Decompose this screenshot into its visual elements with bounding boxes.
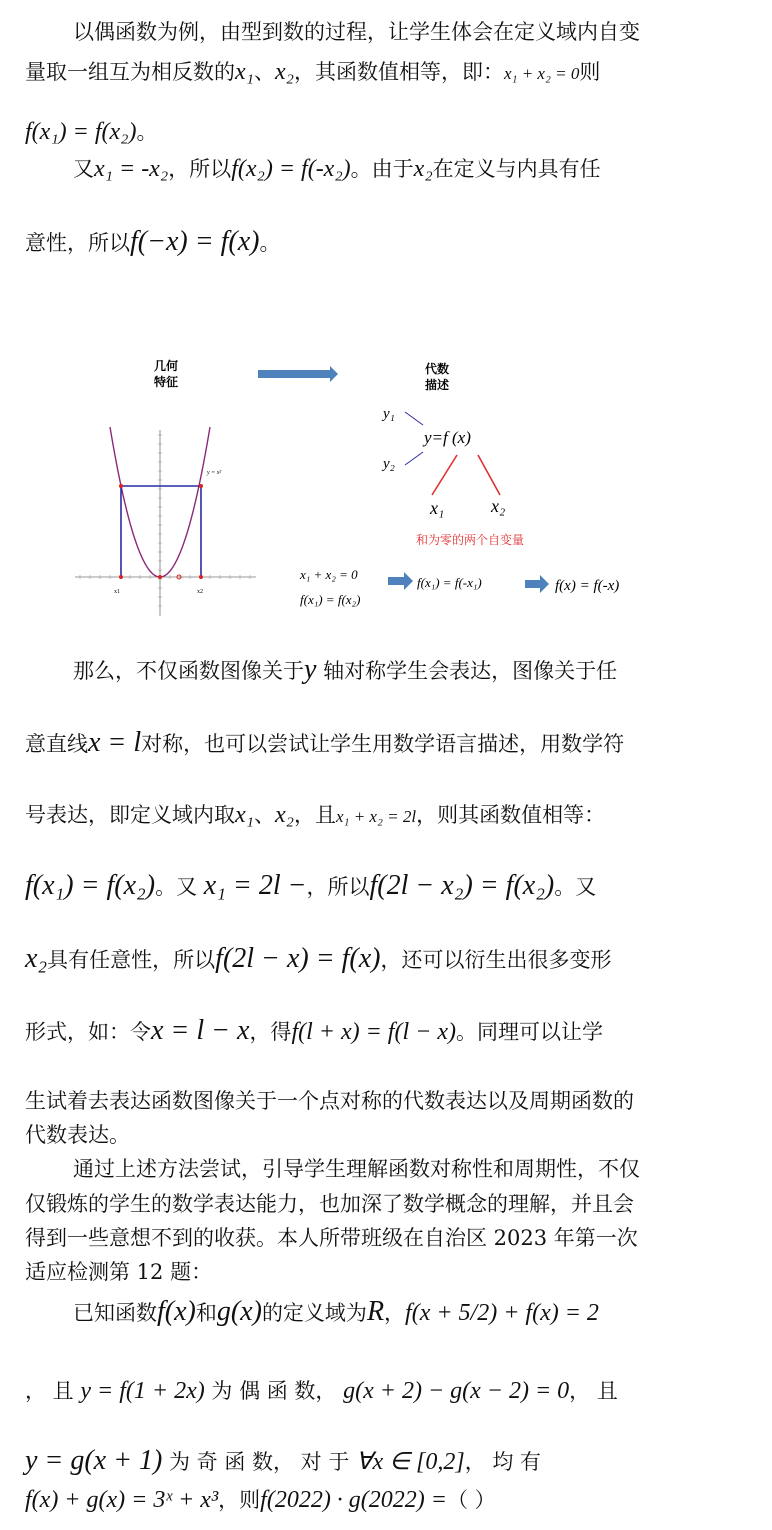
parabola-graph	[75, 427, 256, 616]
sum-equation: x₁ + x₂ = 0	[300, 567, 358, 582]
math-expression: x₂	[413, 156, 433, 182]
text-span: 。由于	[350, 157, 414, 181]
text-span: 对称，也可以尝试让学生用数学语言描述，用数学符	[141, 732, 625, 756]
text-span: 和	[195, 1301, 217, 1325]
text-line	[25, 1121, 130, 1149]
math-expression: x₁	[235, 802, 254, 828]
even-function-diagram	[60, 350, 680, 620]
text-span: 。	[259, 231, 281, 255]
text-span: ，得	[249, 1020, 292, 1044]
text-span: 。	[136, 120, 158, 144]
math-expression: f(x) + g(x) = 3ˣ + x³	[25, 1487, 219, 1513]
text-line	[25, 1087, 634, 1115]
math-expression: f(x₁) = f(x₂)	[25, 119, 137, 145]
text-span: ， 且	[569, 1379, 618, 1403]
math-expression: y	[304, 654, 317, 685]
math-expression: g(x + 2) − g(x − 2) = 0	[343, 1378, 570, 1404]
text-span: 意性，所以	[25, 231, 130, 255]
text-span: 为 奇 函 数， 对 于	[162, 1450, 357, 1474]
math-expression: y = g(x + 1)	[25, 1445, 163, 1476]
text-span: ，则其函数值相等：	[416, 803, 606, 827]
math-expression: ∀x ∈ [0,2]	[356, 1449, 465, 1475]
math-expression: f(x)	[157, 1296, 196, 1327]
text-span: ， 且	[25, 1379, 81, 1403]
curve-label: y = x²	[207, 470, 222, 476]
math-expression: f(x₁) = f(x₂)	[25, 870, 156, 901]
algebra-title-2: 描述	[424, 378, 450, 392]
text-span: 生试着去表达函数图像关于一个点对称的代数表达以及周期函数的	[25, 1089, 634, 1113]
text-span: 号表达，即定义域内取	[25, 803, 235, 827]
math-expression: x₁	[235, 59, 254, 85]
math-expression: x = l − x	[151, 1015, 250, 1046]
text-span: ，其函数值相等，即：	[294, 60, 504, 84]
text-span: 。又	[554, 875, 597, 899]
text-span: 在定义与内具有任	[432, 157, 601, 181]
text-span: ，还可以衍生出很多变形	[380, 948, 612, 972]
math-expression: f(l + x) = f(l − x)	[291, 1019, 456, 1045]
text-span: 轴对称学生会表达，图像关于任	[316, 659, 618, 683]
final-equation: f(x) = f(-x)	[555, 578, 620, 594]
red-caption: 和为零的两个自变量	[415, 533, 525, 547]
text-line	[73, 1298, 599, 1327]
text-line	[25, 1258, 212, 1286]
text-line	[73, 18, 640, 46]
text-line	[25, 1190, 634, 1218]
y2-label: y₂	[383, 456, 395, 472]
math-expression: f(2l − x₂) = f(x₂)	[369, 870, 555, 901]
text-span: 量取一组互为相反数的	[25, 60, 235, 84]
text-span: ，则	[218, 1488, 261, 1512]
text-span: 仅锻炼的学生的数学表达能力，也加深了数学概念的理解，并且会	[25, 1192, 634, 1216]
text-line	[73, 1155, 640, 1183]
text-line	[25, 1017, 603, 1046]
text-span: 、	[254, 60, 275, 84]
text-span: 又	[73, 157, 94, 181]
function-label: y=f (x)	[424, 428, 471, 447]
text-span: ，且	[294, 803, 336, 827]
math-expression: f(−x) = f(x)	[130, 226, 260, 257]
text-span: 那么，不仅函数图像关于	[73, 659, 304, 683]
x2-point-label: x2	[197, 589, 203, 595]
text-span: 以偶函数为例，由型到数的过程，让学生体会在定义域内自变	[73, 20, 640, 44]
math-expression: x₁ + x₂ = 2l	[336, 807, 417, 826]
middle-equation: f(x₁) = f(-x₁)	[417, 575, 482, 590]
math-expression: x₂	[275, 59, 294, 85]
x1-point-label: x1	[114, 589, 120, 595]
text-line	[73, 155, 601, 183]
text-span: 则	[579, 60, 601, 84]
text-span: ， 均 有	[464, 1450, 542, 1474]
geometry-title-1: 几何	[153, 359, 179, 373]
text-span: （ ）	[447, 1488, 496, 1512]
math-expression: x₁ = 2l −	[203, 870, 307, 901]
y1-label: y₁	[383, 406, 395, 422]
text-span: 已知函数	[73, 1301, 157, 1325]
text-line	[25, 729, 624, 758]
math-expression: x₂	[25, 943, 48, 974]
math-expression: g(x)	[216, 1296, 262, 1327]
x2-variable: x₂	[491, 496, 506, 516]
math-expression: f(2l − x) = f(x)	[215, 943, 381, 974]
math-expression: y = f(1 + 2x)	[80, 1378, 205, 1404]
text-line	[25, 1486, 496, 1514]
text-line	[25, 1377, 618, 1405]
text-span: 为 偶 函 数，	[204, 1379, 344, 1403]
arrow-right-icon	[525, 575, 549, 593]
text-line	[25, 945, 611, 974]
text-span: ，	[384, 1301, 406, 1325]
arrow-right-icon	[388, 572, 413, 590]
equal-equation: f(x₁) = f(x₂)	[300, 592, 361, 607]
text-span: 代数表达。	[25, 1123, 130, 1147]
text-line	[25, 801, 605, 831]
text-line	[25, 58, 600, 88]
text-span: ，所以	[306, 875, 370, 899]
math-expression: f(x + 5/2) + f(x) = 2	[405, 1300, 599, 1326]
arrow-right-icon	[258, 366, 338, 382]
math-expression: f(2022) · g(2022) =	[260, 1487, 447, 1513]
text-line	[73, 656, 617, 685]
text-span: 得到一些意想不到的收获。本人所带班级在自治区 2023 年第一次	[25, 1226, 638, 1250]
text-span: 。同理可以让学	[455, 1020, 603, 1044]
text-span: 形式，如：令	[25, 1020, 151, 1044]
text-span: 、	[254, 803, 275, 827]
geometry-title-2: 特征	[153, 375, 179, 389]
math-expression: R	[366, 1296, 385, 1327]
text-line	[25, 1447, 541, 1476]
text-line	[25, 1224, 638, 1252]
math-expression: x = l	[88, 727, 142, 758]
text-line	[25, 118, 158, 146]
text-line	[25, 228, 281, 257]
text-span: 。又	[155, 875, 204, 899]
math-expression: f(x₂) = f(-x₂)	[231, 156, 351, 182]
text-line	[25, 872, 596, 901]
text-span: 通过上述方法尝试，引导学生理解函数对称性和周期性，不仅	[73, 1157, 640, 1181]
math-expression: x₁ + x₂ = 0	[504, 64, 580, 83]
text-span: 适应检测第 12 题：	[25, 1260, 213, 1284]
algebra-title-1: 代数	[424, 362, 450, 376]
text-span: ，所以	[168, 157, 232, 181]
text-span: 具有任意性，所以	[47, 948, 216, 972]
text-span: 意直线	[25, 732, 88, 756]
x1-variable: x₁	[430, 498, 445, 518]
text-span: 的定义域为	[261, 1301, 367, 1325]
math-expression: x₁ = -x₂	[94, 156, 169, 182]
math-expression: x₂	[275, 802, 294, 828]
